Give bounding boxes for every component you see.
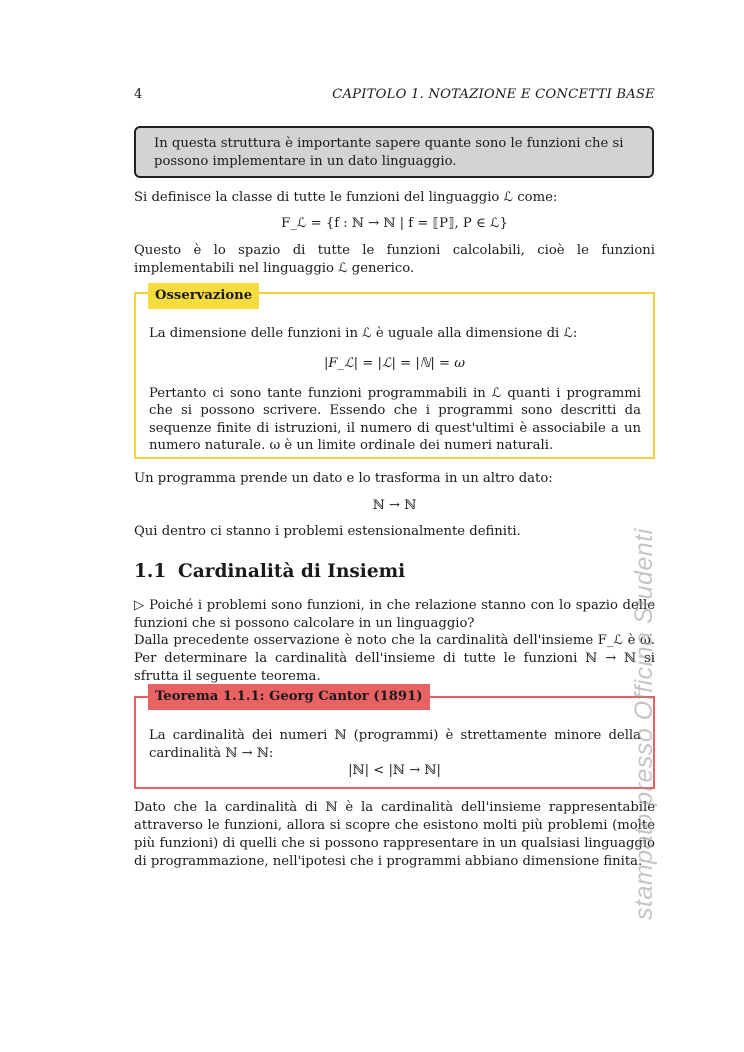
section-title: Cardinalità di Insiemi bbox=[178, 561, 406, 582]
section-paragraph-2: Dalla precedente osservazione è noto che la cardinalità dell'insieme F_ℒ è ω. Per determinare la cardinalità dell'insieme di tutte le funzioni ℕ → ℕ si sfrutta il seguente teorema. bbox=[134, 633, 655, 684]
intro-after: Questo è lo spazio di tutte le funzioni calcolabili, cioè le funzioni implementabili nel linguaggio ℒ generico. bbox=[134, 243, 655, 276]
section-heading bbox=[134, 563, 405, 581]
theorem-text: La cardinalità dei numeri ℕ (programmi) è strettamente minore della cardinalità ℕ → ℕ: bbox=[149, 728, 641, 761]
page-number: 4 bbox=[134, 87, 143, 102]
page-header bbox=[134, 86, 655, 106]
section-paragraph-1: ▷ Poiché i problemi sono funzioni, in che relazione stanno con lo spazio delle funzioni che si possono calcolare in un linguaggio? bbox=[134, 598, 655, 631]
observation-paragraph: Pertanto ci sono tante funzioni programmabili in ℒ quanti i programmi che si possono scrivere. Essendo che i programmi sono descritti da sequenze finite di istruzioni, il numero di quest'ultimi è associabile a un numero naturale. ω è un limite ordinale dei numeri naturali. bbox=[149, 386, 641, 454]
observation-tag: Osservazione bbox=[148, 283, 259, 309]
running-head: CAPITOLO 1. NOTAZIONE E CONCETTI BASE bbox=[332, 87, 655, 102]
observation-formula: |F_ℒ| = |ℒ| = |ℕ| = ω bbox=[323, 356, 465, 371]
program-line: Un programma prende un dato e lo trasforma in un altro dato: bbox=[134, 471, 553, 486]
theorem-formula: |ℕ| < |ℕ → ℕ| bbox=[348, 763, 441, 778]
intro-formula: F_ℒ = {f : ℕ → ℕ | f = ⟦P⟧, P ∈ ℒ} bbox=[281, 216, 508, 231]
intro-line: Si definisce la classe di tutte le funzioni del linguaggio ℒ come: bbox=[134, 190, 558, 205]
section-number: 1.1 bbox=[134, 561, 167, 582]
theorem-tag: Teorema 1.1.1: Georg Cantor (1891) bbox=[148, 684, 430, 710]
observation-line: La dimensione delle funzioni in ℒ è uguale alla dimensione di ℒ: bbox=[149, 326, 578, 341]
watermark: stampato presso Officina Studenti bbox=[630, 528, 658, 920]
program-after: Qui dentro ci stanno i problemi estensionalmente definiti. bbox=[134, 524, 521, 539]
program-formula: ℕ → ℕ bbox=[372, 498, 417, 513]
note-box-text: In questa struttura è importante sapere quante sono le funzioni che si possono implementare in un dato linguaggio. bbox=[154, 136, 624, 169]
note-box bbox=[134, 126, 654, 178]
conclusion-paragraph: Dato che la cardinalità di ℕ è la cardinalità dell'insieme rappresentabile attraverso le funzioni, allora si scopre che esistono molti più problemi (molte più funzioni) di quelli che si possono rappresentare in un qualsiasi linguaggio di programmazione, nell'ipotesi che i programmi abbiano dimensione finita. bbox=[134, 800, 655, 869]
